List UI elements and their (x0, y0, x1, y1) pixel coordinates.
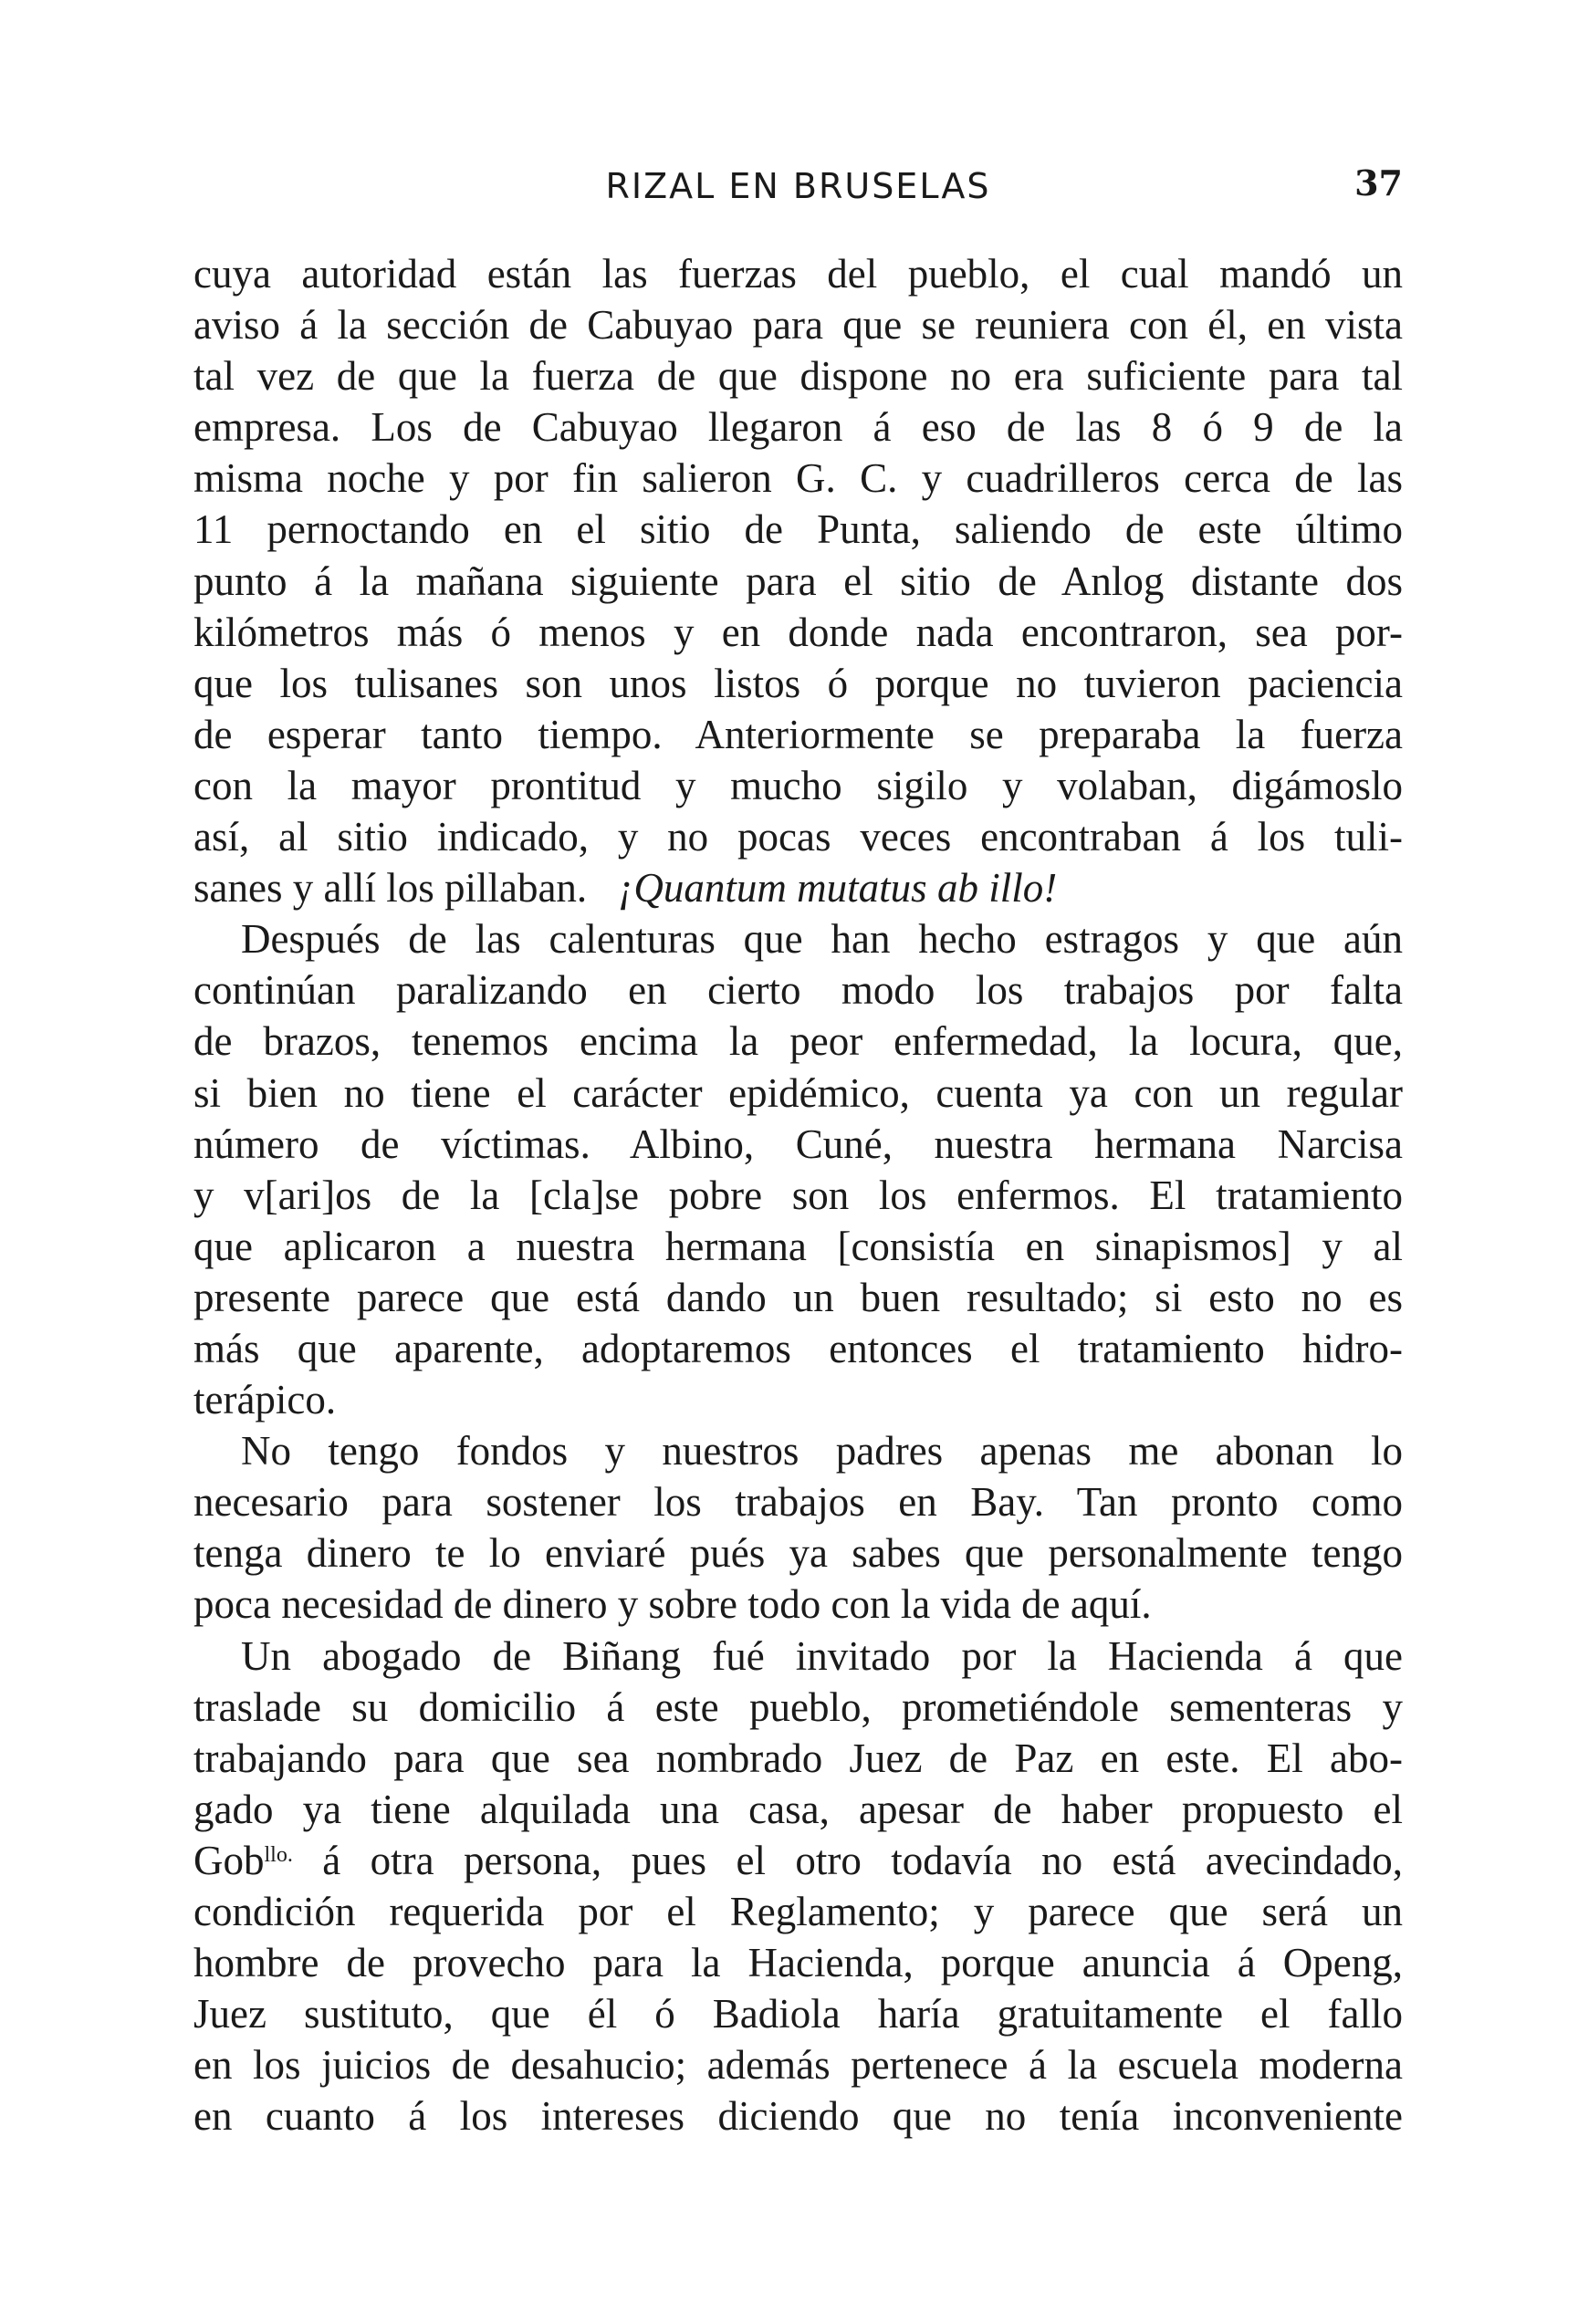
text-line: si bien no tiene el carácter epidémico, cuenta ya con un regular (193, 1069, 1403, 1116)
body-text (193, 248, 1403, 2142)
text-line: Después de las calenturas que han hecho estragos y que aún (241, 916, 1403, 963)
text-segment: Gob (193, 1837, 265, 1883)
text-line: No tengo fondos y nuestros padres apenas me abonan lo (241, 1428, 1403, 1475)
text-line: en los juicios de desahucio; además pertenece á la escuela moderna (193, 2042, 1403, 2089)
text-line: kilómetros más ó menos y en donde nada encontraron, sea por- (193, 609, 1403, 655)
text-line: misma noche y por fin salieron G. C. y cuadrilleros cerca de las (193, 455, 1403, 502)
text-line: tal vez de que la fuerza de que dispone no era suficiente para tal (193, 353, 1403, 400)
text-line: empresa. Los de Cabuyao llegaron á eso de las 8 ó 9 de la (193, 404, 1403, 451)
text-line: de esperar tanto tiempo. Anteriormente se preparaba la fuerza (193, 711, 1403, 757)
text-line: condición requerida por el Reglamento; y parece que será un (193, 1889, 1403, 1934)
latin-quotation: ¡Quantum mutatus ab illo! (617, 865, 1058, 912)
page-number: 37 (1354, 162, 1403, 203)
text-line: tenga dinero te lo enviaré pués ya sabes que personalmente tengo (193, 1530, 1403, 1577)
text-line: que los tulisanes son unos listos ó porque no tuvieron paciencia (193, 660, 1403, 706)
text-segment: sanes y allí los pillaban. (193, 865, 588, 912)
text-line: con la mayor prontitud y mucho sigilo y volaban, digámoslo (193, 762, 1403, 808)
abbreviation-superscript: llo. (264, 1842, 293, 1867)
text-line: así, al sitio indicado, y no pocas veces encontraban á los tuli- (193, 814, 1403, 860)
text-line: presente parece que está dando un buen resultado; si esto no es (193, 1274, 1403, 1320)
text-line: en cuanto á los intereses diciendo que no tenía inconveniente (193, 2093, 1403, 2140)
text-line (193, 1835, 1403, 1886)
text-line: más que aparente, adoptaremos entonces el tratamiento hidro- (193, 1325, 1403, 1371)
running-head (193, 162, 1403, 221)
text-line: de brazos, tenemos encima la peor enfermedad, la locura, que, (193, 1018, 1403, 1065)
text-line: aviso á la sección de Cabuyao para que se reuniera con él, en vista (193, 302, 1403, 349)
text-line: necesario para sostener los trabajos en Bay. Tan pronto como (193, 1479, 1403, 1526)
text-line: continúan paralizando en cierto modo los trabajos por falta (193, 967, 1403, 1014)
text-line: que aplicaron a nuestra hermana [consistía en sinapismos] y al (193, 1223, 1403, 1269)
text-line: punto á la mañana siguiente para el sitio de Anlog distante dos (193, 558, 1403, 604)
text-line: cuya autoridad están las fuerzas del pueblo, el cual mandó un (193, 251, 1403, 297)
running-title: RIZAL EN BRUSELAS (605, 166, 991, 206)
text-line: número de víctimas. Albino, Cuné, nuestra hermana Narcisa (193, 1120, 1403, 1167)
text-line: trabajando para que sea nombrado Juez de Paz en este. El abo- (193, 1735, 1403, 1781)
text-line (193, 862, 1403, 913)
text-segment: á otra persona, pues el otro todavía no está avecindado, (292, 1837, 1403, 1883)
text-line: gado ya tiene alquilada una casa, apesar de haber propuesto el (193, 1786, 1403, 1832)
text-line: Un abogado de Biñang fué invitado por la Hacienda á que (241, 1632, 1403, 1679)
text-line: terápico. (193, 1377, 337, 1423)
text-line: traslade su domicilio á este pueblo, prometiéndole sementeras y (193, 1683, 1403, 1730)
text-line: 11 pernoctando en el sitio de Punta, saliendo de este último (193, 506, 1403, 553)
text-line: poca necesidad de dinero y sobre todo con la vida de aquí. (193, 1581, 1152, 1628)
text-line: hombre de provecho para la Hacienda, porque anuncia á Openg, (193, 1940, 1403, 1986)
text-line: y v[ari]os de la [cla]se pobre son los enfermos. El tratamiento (193, 1172, 1403, 1218)
text-line: Juez sustituto, que él ó Badiola haría gratuitamente el fallo (193, 1991, 1403, 2037)
